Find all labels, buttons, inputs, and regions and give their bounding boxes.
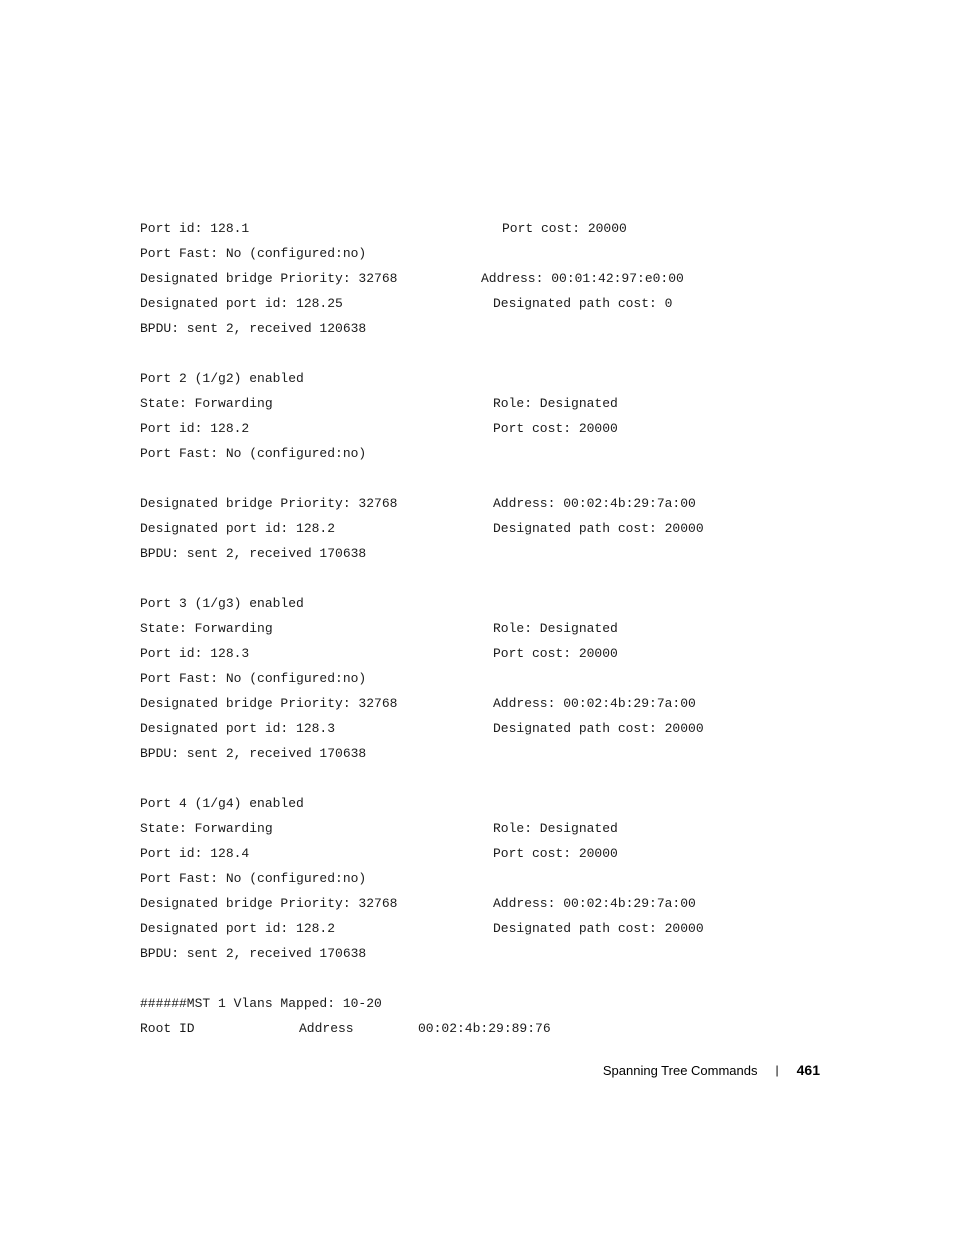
- output-line: [140, 541, 397, 566]
- output-line: [140, 616, 618, 641]
- output-line: [140, 841, 618, 866]
- blank-line: [140, 766, 397, 791]
- line-text: Port id: 128.4: [140, 846, 250, 861]
- output-line: [140, 866, 397, 891]
- output-line: [140, 316, 397, 341]
- cli-output: [140, 216, 704, 1041]
- line-text: Port 3 (1/g3) enabled: [140, 596, 304, 611]
- output-line: [140, 266, 684, 291]
- line-text: Port 2 (1/g2) enabled: [140, 371, 304, 386]
- line-text: ######MST 1 Vlans Mapped: 10-20: [140, 996, 382, 1011]
- output-line: [140, 891, 696, 916]
- output-line: [140, 241, 397, 266]
- line-value: Port cost: 20000: [493, 646, 618, 661]
- output-line: [140, 391, 618, 416]
- blank-line: [140, 966, 397, 991]
- output-line: [140, 441, 397, 466]
- line-text: Port Fast: No (configured:no): [140, 671, 367, 686]
- line-text: BPDU: sent 2, received 170638: [140, 746, 367, 761]
- line-text: Port 4 (1/g4) enabled: [140, 796, 304, 811]
- line-value: Role: Designated: [493, 821, 618, 836]
- line-text: Port Fast: No (configured:no): [140, 246, 367, 261]
- page-number: 461: [796, 1062, 820, 1078]
- output-line: [140, 591, 397, 616]
- line-text: Designated bridge Priority: 32768: [140, 496, 398, 511]
- line-text: BPDU: sent 2, received 120638: [140, 321, 367, 336]
- line-text: State: Forwarding: [140, 821, 273, 836]
- line-text: Port id: 128.3: [140, 646, 250, 661]
- output-line: [140, 366, 397, 391]
- line-text: State: Forwarding: [140, 621, 273, 636]
- line-value: Role: Designated: [493, 621, 618, 636]
- line-value: Designated path cost: 20000: [493, 721, 704, 736]
- output-line: [140, 991, 397, 1016]
- footer-separator: |: [775, 1063, 779, 1077]
- line-value: Address: 00:02:4b:29:7a:00: [493, 696, 696, 711]
- line-value: Address: 00:01:42:97:e0:00: [481, 271, 684, 286]
- output-line: [140, 741, 397, 766]
- footer-section-title: Spanning Tree Commands: [602, 1062, 758, 1078]
- blank-line: [140, 566, 397, 591]
- line-text: Port id: 128.2: [140, 421, 250, 436]
- output-line: [140, 416, 618, 441]
- output-line: [140, 916, 704, 941]
- line-text: BPDU: sent 2, received 170638: [140, 946, 367, 961]
- output-line: [140, 816, 618, 841]
- blank-line: [140, 341, 397, 366]
- line-value: Designated path cost: 20000: [493, 521, 704, 536]
- line-text: Designated port id: 128.25: [140, 296, 343, 311]
- output-line: [140, 666, 397, 691]
- line-text: Designated bridge Priority: 32768: [140, 271, 398, 286]
- line-text: Designated bridge Priority: 32768: [140, 896, 398, 911]
- line-text: Port Fast: No (configured:no): [140, 446, 367, 461]
- line-text: Root ID: [140, 1021, 195, 1036]
- output-line: [140, 216, 627, 241]
- output-line: [140, 791, 397, 816]
- line-text: Port Fast: No (configured:no): [140, 871, 367, 886]
- line-value: Port cost: 20000: [493, 421, 618, 436]
- output-line: [140, 491, 696, 516]
- output-line: [140, 291, 673, 316]
- page-footer: [603, 1060, 820, 1080]
- line-text: State: Forwarding: [140, 396, 273, 411]
- line-text: Designated port id: 128.3: [140, 721, 336, 736]
- line-text: Port id: 128.1: [140, 221, 250, 236]
- output-line: [140, 691, 696, 716]
- line-value: 00:02:4b:29:89:76: [418, 1021, 551, 1036]
- line-text: Designated port id: 128.2: [140, 921, 336, 936]
- line-value: Port cost: 20000: [493, 846, 618, 861]
- line-value: Address: 00:02:4b:29:7a:00: [493, 896, 696, 911]
- line-text: Designated bridge Priority: 32768: [140, 696, 398, 711]
- line-value: Address: 00:02:4b:29:7a:00: [493, 496, 696, 511]
- line-text: BPDU: sent 2, received 170638: [140, 546, 367, 561]
- line-text: Designated port id: 128.2: [140, 521, 336, 536]
- output-line: [140, 516, 704, 541]
- output-line: [140, 1016, 551, 1041]
- line-value: Designated path cost: 20000: [493, 921, 704, 936]
- line-value: Address: [299, 1021, 354, 1036]
- output-line: [140, 941, 397, 966]
- line-value: Designated path cost: 0: [493, 296, 673, 311]
- line-value: Role: Designated: [493, 396, 618, 411]
- output-line: [140, 641, 618, 666]
- output-line: [140, 716, 704, 741]
- line-value: Port cost: 20000: [502, 221, 627, 236]
- blank-line: [140, 466, 397, 491]
